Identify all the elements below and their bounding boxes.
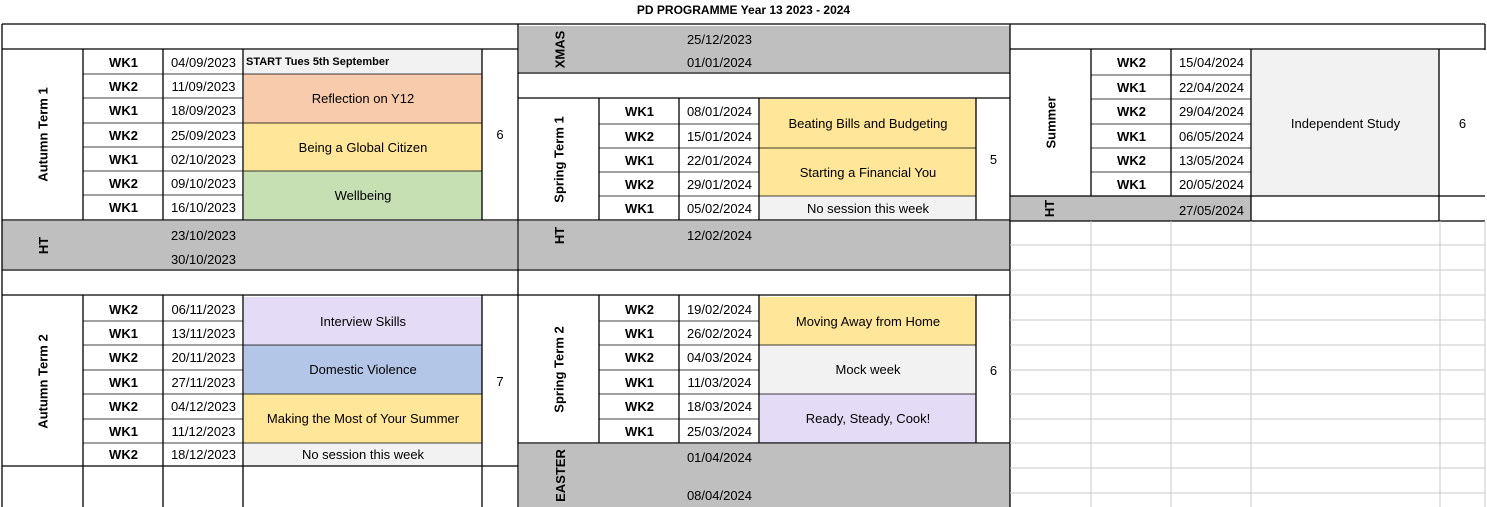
session-count: 5 bbox=[989, 152, 998, 167]
topic-cell: Moving Away from Home bbox=[760, 297, 976, 345]
week-date: 04/12/2023 bbox=[170, 399, 237, 414]
week-date: 23/10/2023 bbox=[170, 227, 237, 243]
week-date: 06/11/2023 bbox=[171, 301, 236, 317]
week-date: 16/10/2023 bbox=[170, 199, 237, 215]
week-date: 08/01/2024 bbox=[686, 104, 753, 119]
week-date: 15/04/2024 bbox=[1178, 55, 1245, 70]
term-label-summer: Summer bbox=[1044, 95, 1059, 149]
week-code: WK1 bbox=[109, 199, 138, 215]
topic-cell: Reflection on Y12 bbox=[244, 74, 482, 123]
week-date: 08/04/2024 bbox=[686, 487, 753, 503]
topic-cell: Independent Study bbox=[1252, 50, 1439, 196]
week-date: 15/01/2024 bbox=[686, 128, 753, 144]
week-code: WK2 bbox=[109, 399, 138, 414]
week-date: 29/04/2024 bbox=[1178, 104, 1245, 119]
week-date: 09/10/2023 bbox=[170, 175, 237, 191]
topic-cell: Being a Global Citizen bbox=[244, 123, 482, 171]
week-code: WK2 bbox=[109, 301, 138, 317]
holiday-label: EASTER bbox=[552, 449, 568, 502]
week-date: 29/01/2024 bbox=[686, 176, 753, 192]
week-date: 11/12/2023 bbox=[171, 423, 236, 439]
session-count: 6 bbox=[496, 127, 504, 142]
week-date: 01/04/2024 bbox=[686, 449, 753, 465]
term-label-autumn-2: Autumn Term 2 bbox=[36, 333, 52, 429]
session-count: 7 bbox=[496, 374, 504, 389]
week-date: 11/03/2024 bbox=[687, 374, 752, 390]
week-date: 12/02/2024 bbox=[686, 227, 753, 243]
week-code: WK2 bbox=[625, 176, 654, 192]
week-code: WK1 bbox=[109, 151, 138, 167]
week-date: 19/02/2024 bbox=[686, 301, 753, 317]
week-date: 06/05/2024 bbox=[1178, 128, 1245, 144]
week-date: 04/09/2023 bbox=[170, 54, 237, 70]
week-code: WK2 bbox=[1117, 104, 1146, 119]
term-label-text: Autumn Term 1 bbox=[36, 86, 52, 182]
term-label-autumn-1 bbox=[4, 49, 83, 219]
week-code: WK1 bbox=[625, 104, 654, 119]
week-code: WK2 bbox=[1117, 55, 1146, 70]
week-code: WK2 bbox=[109, 350, 138, 365]
week-date: 13/05/2024 bbox=[1178, 152, 1245, 168]
week-code: WK2 bbox=[625, 350, 654, 365]
week-code: WK1 bbox=[109, 423, 138, 439]
week-code: WK1 bbox=[625, 152, 654, 168]
half-term-label: HT bbox=[36, 236, 51, 254]
week-code: WK1 bbox=[625, 374, 654, 390]
holiday-label: XMAS bbox=[552, 30, 568, 68]
week-date: 18/12/2023 bbox=[170, 447, 237, 462]
week-code: WK2 bbox=[109, 175, 138, 191]
week-date: 25/09/2023 bbox=[170, 127, 237, 143]
week-code: WK1 bbox=[109, 325, 138, 341]
topic-cell: Making the Most of Your Summer bbox=[244, 394, 482, 443]
week-date: 20/11/2023 bbox=[171, 350, 236, 365]
term-label-spring-2: Spring Term 2 bbox=[551, 326, 567, 413]
week-code: WK1 bbox=[1117, 79, 1146, 95]
week-code: WK2 bbox=[109, 127, 138, 143]
topic-cell: Beating Bills and Budgeting bbox=[760, 99, 976, 148]
week-date: 04/03/2024 bbox=[686, 350, 753, 365]
topic-cell: Interview Skills bbox=[244, 297, 482, 345]
week-code: WK1 bbox=[109, 374, 138, 390]
week-date: 18/09/2023 bbox=[170, 103, 237, 118]
week-code: WK1 bbox=[625, 423, 654, 439]
holiday-band bbox=[519, 26, 1010, 72]
half-term-band bbox=[519, 221, 1010, 269]
week-code: WK2 bbox=[625, 399, 654, 414]
session-count: 6 bbox=[1458, 115, 1467, 131]
session-count: 6 bbox=[989, 362, 998, 378]
topic-cell: START Tues 5th September bbox=[244, 50, 482, 74]
week-date: 11/09/2023 bbox=[171, 78, 236, 94]
week-date: 18/03/2024 bbox=[686, 399, 753, 414]
holiday-band bbox=[519, 444, 1010, 507]
week-code: WK1 bbox=[625, 325, 654, 341]
week-date: 26/02/2024 bbox=[686, 325, 753, 341]
week-date: 22/01/2024 bbox=[686, 152, 753, 168]
week-date: 20/05/2024 bbox=[1178, 176, 1245, 192]
week-code: WK2 bbox=[625, 128, 654, 144]
week-code: WK1 bbox=[1117, 176, 1146, 192]
page-title: PD PROGRAMME Year 13 2023 - 2024 bbox=[636, 3, 851, 17]
week-code: WK1 bbox=[109, 54, 138, 70]
week-date: 22/04/2024 bbox=[1178, 79, 1245, 95]
week-code: WK1 bbox=[625, 200, 654, 216]
week-date: 05/02/2024 bbox=[686, 200, 753, 216]
week-code: WK1 bbox=[1117, 128, 1146, 144]
term-label-spring-1: Spring Term 1 bbox=[551, 115, 567, 203]
week-date: 01/01/2024 bbox=[686, 54, 753, 70]
week-date: 25/12/2023 bbox=[686, 31, 753, 47]
week-date: 27/05/2024 bbox=[1178, 202, 1245, 218]
week-date: 30/10/2023 bbox=[170, 251, 237, 267]
half-term-label: HT bbox=[552, 226, 568, 244]
topic-cell: Mock week bbox=[760, 345, 976, 394]
week-code: WK2 bbox=[109, 78, 138, 94]
week-code: WK2 bbox=[625, 301, 654, 317]
week-code: WK2 bbox=[1117, 152, 1146, 168]
topic-cell: Ready, Steady, Cook! bbox=[760, 394, 976, 443]
week-date: 25/03/2024 bbox=[686, 423, 753, 439]
half-term-label: HT bbox=[1042, 199, 1058, 218]
week-date: 27/11/2023 bbox=[171, 374, 236, 390]
week-date: 13/11/2023 bbox=[171, 325, 236, 341]
week-date: 02/10/2023 bbox=[170, 151, 237, 167]
week-code: WK2 bbox=[109, 447, 138, 462]
topic-cell: Domestic Violence bbox=[244, 345, 482, 394]
topic-cell: Starting a Financial You bbox=[760, 148, 976, 196]
week-code: WK1 bbox=[109, 103, 138, 118]
topic-cell: No session this week bbox=[760, 196, 976, 220]
topic-cell: No session this week bbox=[244, 443, 482, 466]
topic-cell: Wellbeing bbox=[244, 171, 482, 219]
